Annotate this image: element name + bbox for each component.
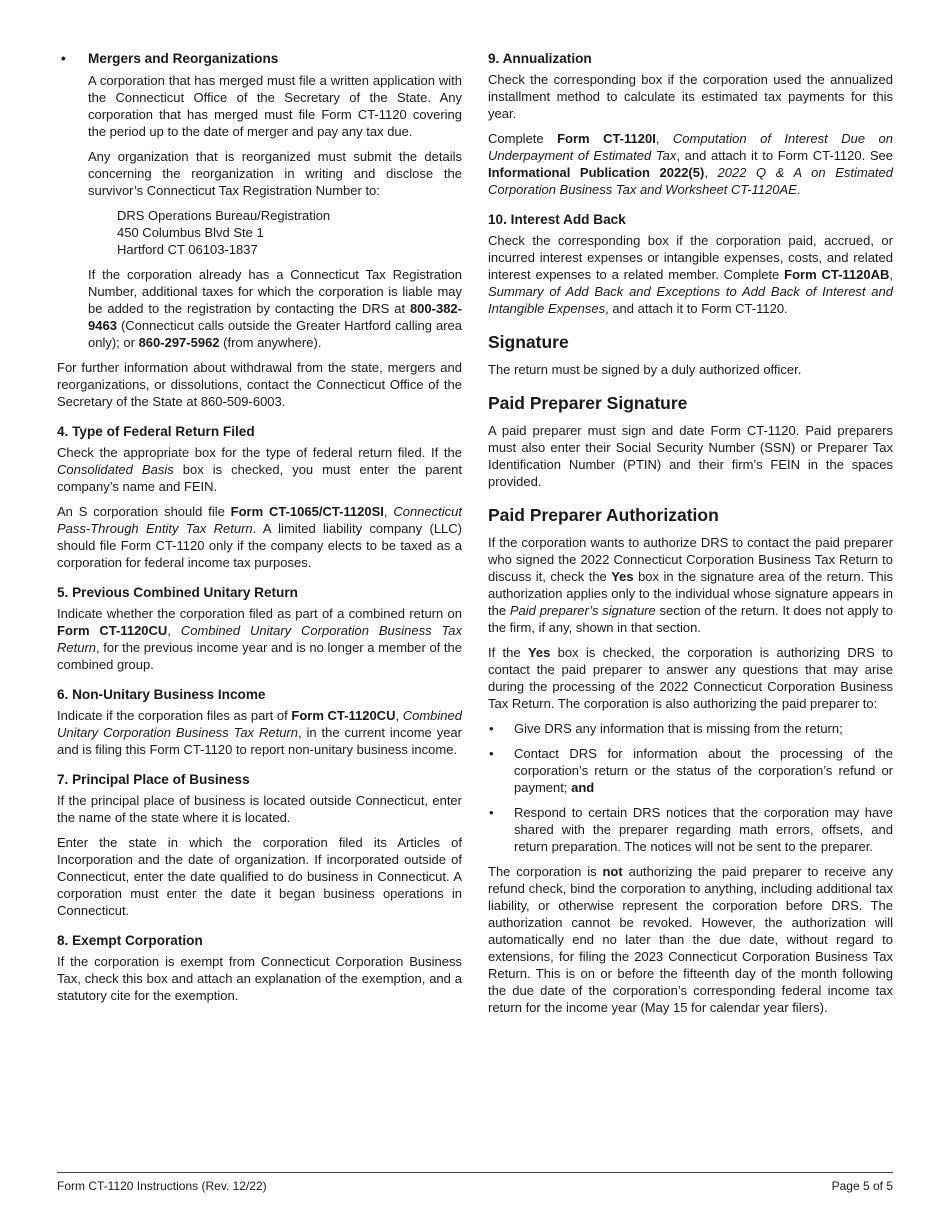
text-run: 2022 Q & A on Estimated Corporation Business Tax and Worksheet CT-1120AE: [488, 165, 893, 197]
bullet-item: [488, 720, 893, 737]
section-heading: 7. Principal Place of Business: [57, 772, 250, 787]
text-run: Indicate if the corporation files as part of: [57, 708, 292, 723]
text-run: 860-297-5962: [138, 335, 220, 350]
bullet-item-text: [514, 745, 893, 796]
text-run: . A limited liability company (LLC) should file Form CT-1120 only if the company elects to be taxed as a corporation for federal income tax purposes.: [57, 521, 462, 570]
text-run: , and attach it to Form CT-1120. See: [676, 148, 893, 163]
text-run: Form CT-1120CU: [57, 623, 168, 638]
text-run: Computation of Interest Due on Underpayment of Estimated Tax: [488, 131, 893, 163]
bullet-item: [488, 745, 893, 796]
text-run: Contact DRS for information about the processing of the corporation’s return or the status of the corporation’s refund or payment;: [514, 746, 893, 795]
paragraph: [88, 266, 462, 351]
paragraph: [488, 863, 893, 1016]
paragraph: [488, 232, 893, 317]
text-run: , and attach it to Form CT-1120.: [605, 301, 788, 316]
text-run: Respond to certain DRS notices that the corporation may have shared with the preparer regarding math errors, offsets, and return preparation. The notices will not be sent to the preparer.: [514, 805, 893, 854]
text-run: A paid preparer must sign and date Form CT-1120. Paid preparers must also enter their Social Security Number (SSN) or Preparer Tax Identification Number (PTIN) and their firm’s FEIN in the spaces provided.: [488, 423, 893, 489]
text-run: Yes: [527, 645, 551, 660]
paragraph: [488, 71, 893, 122]
text-run: (from anywhere).: [219, 335, 322, 350]
text-run: Informational Publication 2022(5): [488, 165, 705, 180]
page-footer: [57, 1179, 893, 1194]
section-heading: 10. Interest Add Back: [488, 212, 626, 227]
text-run: Connecticut Pass-Through Entity Tax Return: [57, 504, 462, 536]
paragraph: [88, 72, 462, 140]
paragraph: [57, 707, 462, 758]
text-run: box is checked, you must enter the parent company’s name and FEIN.: [57, 462, 462, 494]
address-line: Hartford CT 06103-1837: [117, 242, 258, 257]
text-run: Check the appropriate box for the type of federal return filed. If the: [57, 445, 462, 460]
text-run: box is checked, the corporation is authorizing DRS to contact the paid preparer to answer any questions that may arise during the processing of the 2022 Connecticut Corporation Business Tax Return. The corporation is also authorizing the paid preparer to:: [488, 645, 893, 711]
address-line: 450 Columbus Blvd Ste 1: [117, 225, 264, 240]
section-heading-large: Paid Preparer Authorization: [488, 505, 719, 525]
section-heading: 5. Previous Combined Unitary Return: [57, 585, 298, 600]
text-run: If the corporation wants to authorize DRS to contact the paid preparer who signed the 2022 Connecticut Corporation Business Tax Return to discuss it, check the: [488, 535, 893, 584]
text-run: An S corporation should file: [57, 504, 231, 519]
paragraph: [488, 422, 893, 490]
paragraph: [488, 361, 893, 378]
text-run: If the principal place of business is located outside Connecticut, enter the name of the state where it is located.: [57, 793, 462, 825]
paragraph: [57, 792, 462, 826]
text-run: Check the corresponding box if the corporation paid, accrued, or incurred interest expenses or intangible expenses, costs, and related interest expenses to a related member. Complete: [488, 233, 893, 282]
paragraph: [488, 534, 893, 636]
text-run: section of the return. It does not apply to the firm, if any, shown in that section.: [488, 603, 894, 635]
text-run: .: [796, 182, 801, 197]
paragraph: [57, 605, 462, 673]
text-run: ,: [383, 504, 394, 519]
text-run: authorizing the paid preparer to receive any refund check, bind the corporation to anything, including additional tax liability, or otherwise represent the corporation before DRS. The authorization cannot be revoked. However, the authorization will automatically end no later than the due date, without regard to extensions, for filing the 2023 Connecticut Corporation Business Tax Return. This is on or before the fifteenth day of the month following the due date of the corporation’s corresponding federal income tax return for the income year (May 15 for calendar year filers).: [488, 864, 893, 1015]
text-run: Form CT-1120I: [557, 131, 656, 146]
section-heading: 6. Non-Unitary Business Income: [57, 687, 266, 702]
section-heading: 9. Annualization: [488, 51, 592, 66]
section-heading-large: Signature: [488, 332, 569, 352]
footer-divider: [57, 1172, 893, 1173]
bullet-section-heading: [57, 50, 462, 67]
text-run: (Connecticut calls outside the Greater Hartford calling area only); or: [88, 318, 462, 350]
text-run: Form CT-1120AB: [784, 267, 890, 282]
paragraph: [88, 148, 462, 199]
bullet-icon: •: [489, 746, 494, 761]
address-block: [117, 207, 462, 258]
text-run: Paid preparer’s signature: [509, 603, 656, 618]
text-run: Check the corresponding box if the corporation used the annualized installment method to calculate its estimated tax payments for this year.: [488, 72, 893, 121]
bullet-item: [488, 804, 893, 855]
address-line: DRS Operations Bureau/Registration: [117, 208, 331, 223]
text-run: A corporation that has merged must file a written application with the Connecticut Office of the Secretary of the State. Any corporation that has merged must file Form CT-1120 covering the period up to the date of merger and pay any tax due.: [88, 73, 462, 139]
bullet-icon: •: [61, 51, 66, 66]
text-run: ,: [395, 708, 403, 723]
bullet-icon: •: [489, 805, 494, 820]
text-run: Give DRS any information that is missing from the return;: [514, 721, 843, 736]
footer-form-title: Form CT-1120 Instructions (Rev. 12/22): [57, 1179, 267, 1193]
bullet-item-text: [514, 720, 893, 737]
text-run: For further information about withdrawal from the state, mergers and reorganizations, or dissolutions, contact the Connecticut Office of the Secretary of the State at 860-509-6003.: [57, 360, 462, 409]
paragraph: [488, 130, 893, 198]
section-heading: 8. Exempt Corporation: [57, 933, 203, 948]
text-run: Indicate whether the corporation filed as part of a combined return on: [57, 606, 462, 621]
paragraph: [57, 444, 462, 495]
text-run: Consolidated Basis: [57, 462, 174, 477]
text-run: The return must be signed by a duly authorized officer.: [488, 362, 802, 377]
text-run: Enter the state in which the corporation filed its Articles of Incorporation and the date of organization. If incorporated outside of Connecticut, enter the date qualified to do business in Connecticut. A corporation must enter the date it began business operations in Connecticut.: [57, 835, 462, 918]
paragraph: [488, 644, 893, 712]
text-run: not: [602, 864, 623, 879]
paragraph: [57, 953, 462, 1004]
bullet-heading-text: Mergers and Reorganizations: [88, 51, 279, 66]
section-heading-large: Paid Preparer Signature: [488, 393, 688, 413]
text-run: Form CT-1065/CT-1120SI: [230, 504, 384, 519]
text-run: Any organization that is reorganized must submit the details concerning the reorganization in writing and disclose the survivor’s Connecticut Tax Registration Number to:: [88, 149, 462, 198]
text-run: If the: [488, 645, 528, 660]
text-run: and: [571, 780, 595, 795]
text-run: 800-382-9463: [88, 301, 462, 333]
text-run: If the corporation is exempt from Connecticut Corporation Business Tax, check this box and attach an explanation of the exemption, and a statutory cite for the exemption.: [57, 954, 462, 1003]
paragraph: [57, 834, 462, 919]
text-run: , for the previous income year and is no longer a member of the combined group.: [57, 640, 462, 672]
text-run: Summary of Add Back and Exceptions to Add Back of Interest and Intangible Expenses: [488, 284, 893, 316]
text-run: Yes: [611, 569, 634, 584]
bullet-list: [488, 720, 893, 855]
left-column: [57, 50, 462, 1024]
section-heading: 4. Type of Federal Return Filed: [57, 424, 255, 439]
text-run: Combined Unitary Corporation Business Tax Return: [57, 708, 462, 740]
paragraph: [57, 359, 462, 410]
text-run: , in the current income year and is filing this Form CT-1120 to report non-unitary business income.: [57, 725, 462, 757]
text-run: Combined Unitary Corporation Business Tax Return: [57, 623, 462, 655]
text-run: ,: [889, 267, 893, 282]
right-column: [488, 50, 893, 1024]
page-content: [57, 50, 893, 1024]
bullet-item-text: [514, 804, 893, 855]
text-run: Complete: [488, 131, 558, 146]
text-run: The corporation is: [488, 864, 603, 879]
text-run: box in the signature area of the return. This authorization applies only to the individual whose signature appears in the: [488, 569, 893, 618]
text-run: ,: [704, 165, 718, 180]
text-run: If the corporation already has a Connecticut Tax Registration Number, additional taxes for which the corporation is liable may be added to the registration by contacting the DRS at: [88, 267, 462, 316]
text-run: Form CT-1120CU: [291, 708, 396, 723]
text-run: ,: [167, 623, 181, 638]
bullet-icon: •: [489, 721, 494, 736]
text-run: ,: [655, 131, 673, 146]
footer-page-number: Page 5 of 5: [831, 1179, 893, 1193]
paragraph: [57, 503, 462, 571]
